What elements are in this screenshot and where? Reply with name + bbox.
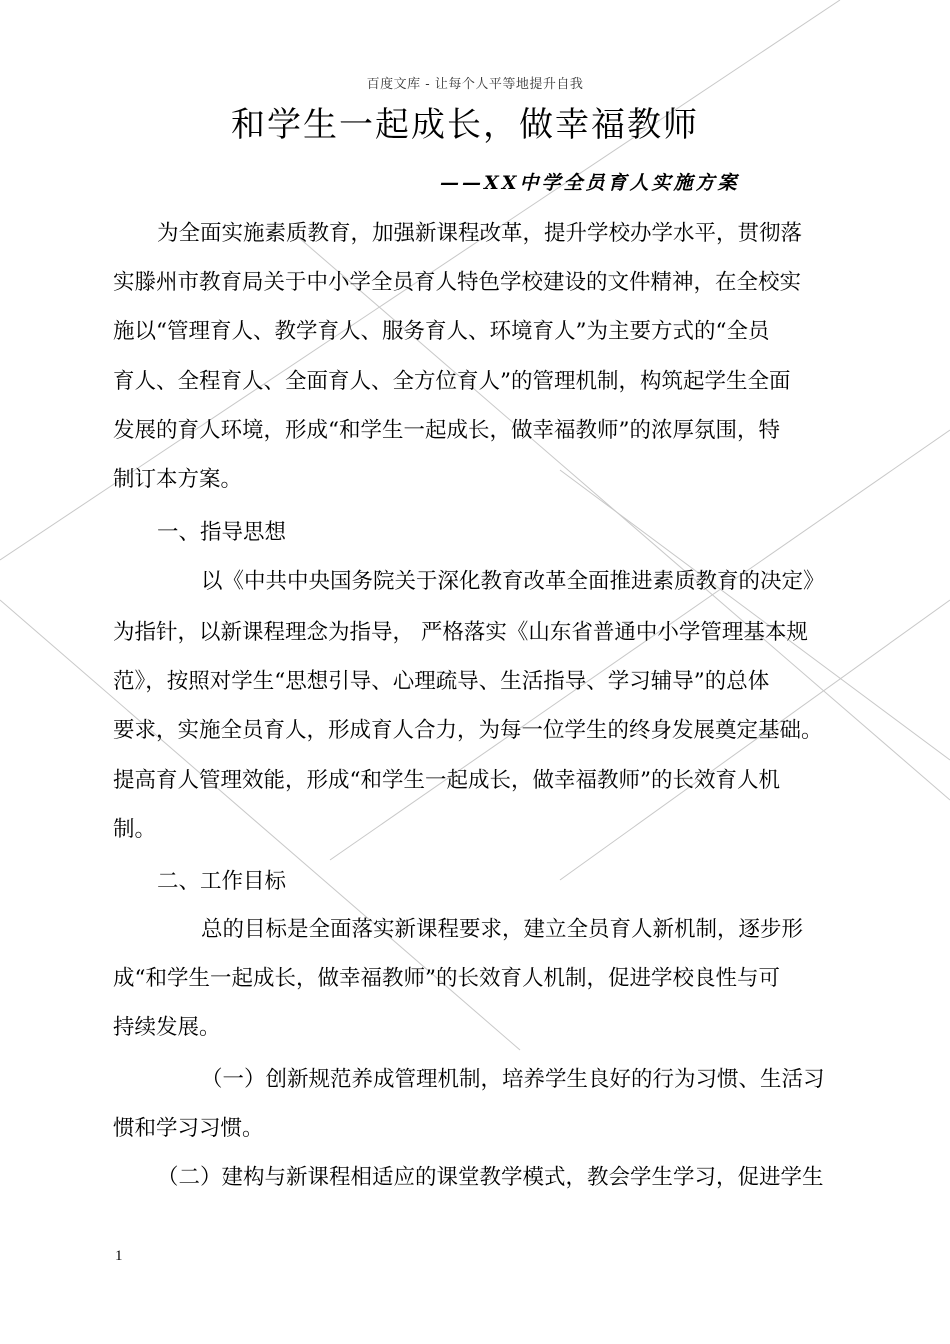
paragraph-line: 成“和学生一起成长，做幸福教师”的长效育人机制，促进学校良性与可 [113,966,780,992]
paragraph-line: 总的目标是全面落实新课程要求，建立全员育人新机制，逐步形 [201,917,804,942]
paragraph-line: 制订本方案。 [113,467,243,493]
paragraph-line: 惯和学习习惯。 [113,1116,264,1142]
paragraph-line: 要求，实施全员育人，形成育人合力，为每一位学生的终身发展奠定基础。 [113,718,823,744]
intro-paragraph [113,209,843,504]
paragraph-line: 发展的育人环境，形成“和学生一起成长，做幸福教师”的浓厚氛围，特 [113,417,780,443]
section-1-body [113,557,843,606]
section-1-body-cont [113,608,843,854]
page-number: 1 [115,1248,123,1264]
section-heading [113,857,843,906]
goal-item-1 [113,1055,843,1153]
document-title: 和学生一起成长，做幸福教师 [231,105,699,145]
paragraph-line: 实滕州市教育局关于中小学全员育人特色学校建设的文件精神，在全校实 [113,270,802,296]
section-1-heading: 一、指导思想 [157,520,287,545]
paragraph-line: （二）建构与新课程相适应的课堂教学模式，教会学生学习，促进学生 [157,1165,824,1190]
paragraph-line: 范》，按照对学生“思想引导、心理疏导、生活指导、学习辅导”的总体 [113,669,770,695]
paragraph-line: 为指针，以新课程理念为指导， 严格落实《山东省普通中小学管理基本规 [113,620,808,645]
paragraph-line: 施以“管理育人、教学育人、服务育人、环境育人”为主要方式的“全员 [113,319,770,345]
section-2-heading: 二、工作目标 [157,869,287,894]
paragraph-line: 以《中共中央国务院关于深化教育改革全面推进素质教育的决定》 [201,569,825,594]
paragraph-line: （一）创新规范养成管理机制，培养学生良好的行为习惯、生活习 [201,1067,825,1092]
paragraph-line: 制。 [113,816,157,842]
section-2-body [113,905,843,1053]
goal-item-2 [113,1153,843,1202]
paragraph-line: 提高育人管理效能，形成“和学生一起成长，做幸福教师”的长效育人机 [113,767,780,793]
paragraph-line: 为全面实施素质教育，加强新课程改革，提升学校办学水平，贯彻落 [157,221,803,246]
paragraph-line: 育人、全程育人、全面育人、全方位育人”的管理机制，构筑起学生全面 [113,368,791,394]
document-header: 百度文库 - 让每个人平等地提升自我 [366,77,584,92]
document-subtitle: ——XX中学全员育人实施方案 [440,172,740,194]
paragraph-line: 持续发展。 [113,1015,221,1041]
section-heading [113,508,843,557]
